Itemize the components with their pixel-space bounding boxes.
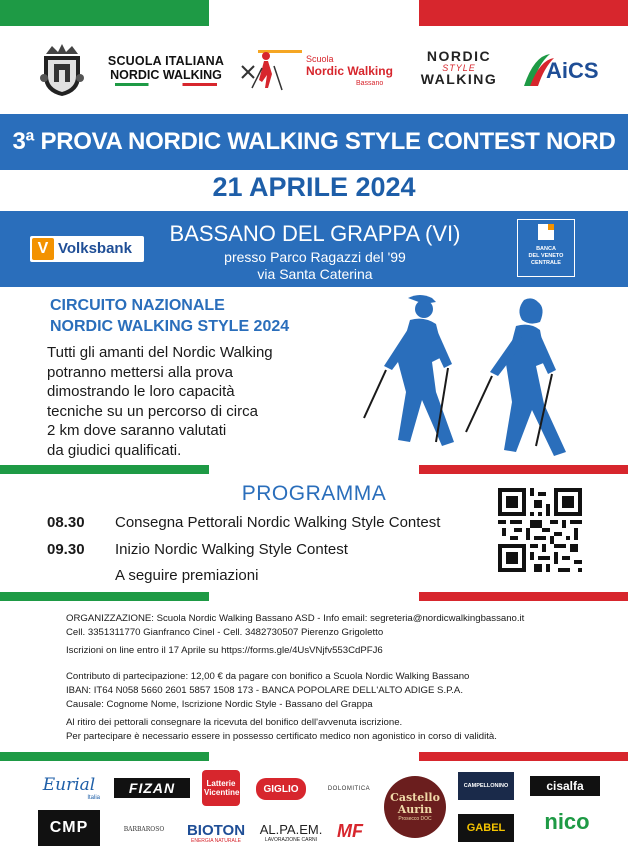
flag-stripe-mid: [0, 465, 628, 474]
bib-pickup-note: Al ritiro dei pettorali consegnare la ricevuta del bonifico dell'avvenuta iscrizione.: [66, 717, 403, 728]
banca-veneto-logo: [517, 219, 575, 277]
eurial-sub: Italia: [87, 795, 100, 801]
sponsor-mf: MF: [337, 820, 363, 841]
sponsor-cisalfa: cisalfa: [530, 776, 600, 796]
flag-stripe-lower: [0, 592, 628, 601]
walker-logo-icon: [238, 44, 304, 94]
circuit-description: [47, 343, 327, 461]
event-date: 21 APRILE 2024: [212, 172, 416, 202]
sponsor-alpaem: AL.PA.EM. LAVORAZIONE CARNI: [259, 822, 323, 843]
organization-info: ORGANIZZAZIONE: Scuola Nordic Walking Bassano ASD - Info email: segreteria@nordicwalkingbassano.it: [66, 613, 525, 624]
program-time-1: 08.30: [47, 514, 85, 531]
description-line: potranno mettersi alla prova: [47, 363, 233, 381]
sponsor-barbaroso: BARBAROSO: [123, 825, 165, 833]
iban-info: IBAN: IT64 N058 5660 2601 5857 1508 173 - BANCA POPOLARE DELL'ALTO ADIGE S.P.A.: [66, 685, 464, 696]
medical-certificate-note: Per partecipare è necessario essere in possesso certificato medico non agonistico in corso di validità.: [66, 731, 497, 742]
banca-veneto-mark-icon: [538, 224, 554, 240]
circuit-title-line1: CIRCUITO NAZIONALE: [50, 297, 225, 314]
volksbank-mark: V: [32, 238, 54, 260]
payment-reference: Causale: Cognome Nome, Iscrizione Nordic Style - Bassano del Grappa: [66, 699, 373, 710]
nordic-walkers-illustration: [340, 292, 590, 464]
title-band: [0, 114, 628, 170]
event-title: 3ª PROVA NORDIC WALKING STYLE CONTEST NORD: [12, 128, 616, 155]
nordic-style-line3: WALKING: [420, 71, 498, 87]
venue-location: presso Parco Ragazzi del '99: [224, 249, 406, 265]
venue-street: via Santa Caterina: [257, 266, 373, 282]
scuola-bassano-line2: Nordic Walking: [306, 64, 393, 78]
scuola-bassano-line3: Bassano: [356, 80, 384, 87]
description-line: Tutti gli amanti del Nordic Walking: [47, 344, 273, 361]
scuola-bassano-line1: Scuola: [306, 54, 334, 64]
sponsor-latterie-vicentine: Latterie Vicentine: [202, 770, 240, 806]
description-line: 2 km dove saranno valutati: [47, 422, 227, 440]
header-logos: [0, 40, 628, 100]
eurial-text: Eurial: [42, 775, 96, 795]
program-item-1: Consegna Pettorali Nordic Walking Style Contest: [115, 514, 441, 531]
scuola-italiana-line1: SCUOLA ITALIANA: [107, 54, 225, 68]
venue-city: BASSANO DEL GRAPPA (VI): [169, 221, 461, 246]
sponsor-giglio: GIGLIO: [256, 778, 306, 800]
volksbank-logo: [30, 236, 144, 262]
registration-qr-code[interactable]: [498, 488, 582, 572]
circuit-title-line2: NORDIC WALKING STYLE 2024: [50, 318, 290, 335]
city-crest-icon: [38, 42, 86, 98]
program-item-3: A seguire premiazioni: [115, 567, 259, 584]
sponsor-bioton: BIOTON ENERGIA NATURALE: [186, 821, 246, 844]
contact-phones: Cell. 3351311770 Gianfranco Cinel - Cell. 3482730507 Pierenzo Grigoletto: [66, 627, 384, 638]
sponsor-castello-aurin: Castello Aurin Prosecco DOC: [384, 776, 446, 838]
sponsor-campellonino: CAMPELLONINO: [458, 772, 514, 800]
flag-stripe-bottom: [0, 752, 628, 761]
scuola-italiana-logo: [105, 54, 227, 86]
sponsor-eurial: [38, 770, 100, 806]
venue-band: [0, 211, 628, 287]
sponsor-gabel: GABEL: [458, 814, 514, 842]
nordic-style-logo: [410, 50, 508, 90]
description-line: dimostrando le loro capacità: [47, 383, 235, 401]
scuola-italiana-line2: NORDIC WALKING: [110, 68, 222, 82]
program-item-2: Inizio Nordic Walking Style Contest: [115, 541, 348, 558]
description-line: tecniche su un percorso di circa: [47, 402, 258, 420]
scuola-bassano-logo: [238, 44, 393, 94]
aics-logo: [520, 50, 599, 90]
banca-veneto-line1: BANCA: [536, 246, 556, 252]
aics-text: AiCS: [546, 58, 599, 83]
program-title: PROGRAMMA: [241, 482, 387, 505]
fee-info: Contributo di partecipazione: 12,00 € da pagare con bonifico a Scuola Nordic Walking Bassano: [66, 671, 470, 682]
sponsor-cmp: CMP: [38, 810, 100, 846]
registration-info: Iscrizioni on line entro il 17 Aprile su https://forms.gle/4UsVNjfv553CdPFJ6: [66, 645, 383, 656]
sponsor-nico: nico: [544, 809, 590, 834]
banca-veneto-line3: CENTRALE: [531, 260, 561, 266]
sponsor-dolomitica: DOLOMITICA: [327, 786, 371, 792]
program-time-2: 09.30: [47, 541, 85, 558]
sponsor-fizan: FIZAN: [114, 778, 190, 798]
nordic-style-line1: NORDIC: [426, 48, 492, 64]
volksbank-name: Volksbank: [58, 240, 132, 257]
description-line: da giudici qualificati.: [47, 441, 182, 459]
flag-stripe-top: [0, 0, 628, 26]
banca-veneto-line2: DEL VENETO: [528, 253, 564, 259]
nordic-style-line2: STYLE: [442, 63, 476, 73]
